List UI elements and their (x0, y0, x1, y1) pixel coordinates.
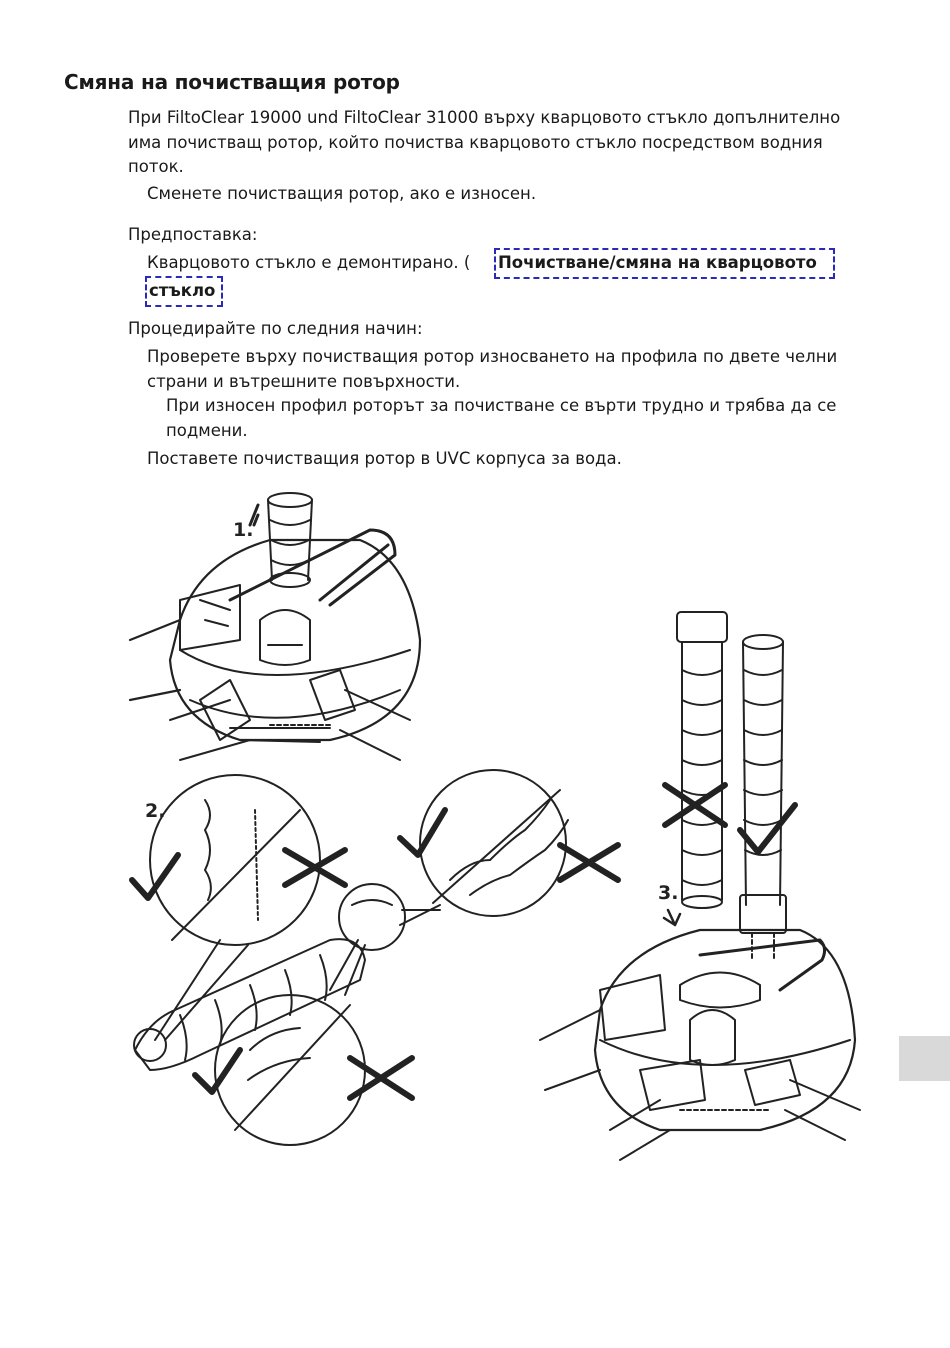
section-heading: Смяна на почистващия ротор (64, 70, 400, 94)
ok-check-icon-2 (400, 810, 445, 855)
intro-paragraph: При FiltoClear 19000 und FiltoClear 31000 върху кварцовото стъкло допълнително има почистващ ротор, който почиства кварцовото стъкло посредством водния поток. (128, 108, 841, 176)
step-label-1: 1. (233, 519, 254, 541)
ok-check-icon-3 (195, 1050, 240, 1092)
worn-cross-icon-2 (560, 845, 618, 880)
worn-cross-icon-3 (350, 1058, 412, 1098)
worn-cross-icon-1 (285, 850, 345, 885)
step-label-2: 2. (145, 800, 166, 822)
quartz-glass-link-continuation[interactable]: стъкло (145, 276, 223, 307)
replace-step-text: Сменете почистващия ротор, ако е износен. (147, 184, 537, 203)
wear-inspection-figure-2 (134, 770, 568, 1145)
rotor-comparison-figure-3 (540, 612, 860, 1160)
good-rotor-check-icon (740, 805, 795, 852)
housing-figure-1 (130, 493, 420, 760)
procedure-step-check-wear: Проверете върху почистващия ротор износването на профила по двете челни страни и вътрешните повърхности. (147, 347, 838, 391)
worn-rotor-cross-icon (665, 785, 725, 825)
prerequisite-label: Предпоставка: (128, 225, 258, 244)
quartz-glass-link[interactable]: Почистване/смяна на кварцовото (494, 248, 835, 279)
procedure-label: Процедирайте по следния начин: (128, 319, 423, 338)
prerequisite-text: Кварцовото стъкло е демонтирано. ( (147, 253, 471, 272)
procedure-step-insert: Поставете почистващия ротор в UVC корпуса за вода. (147, 449, 622, 468)
ok-check-icon-1 (132, 855, 178, 898)
step-label-3: 3. (658, 882, 679, 904)
procedure-step-result: При износен профил роторът за почистване се върти трудно и трябва да се подмени. (166, 396, 837, 440)
